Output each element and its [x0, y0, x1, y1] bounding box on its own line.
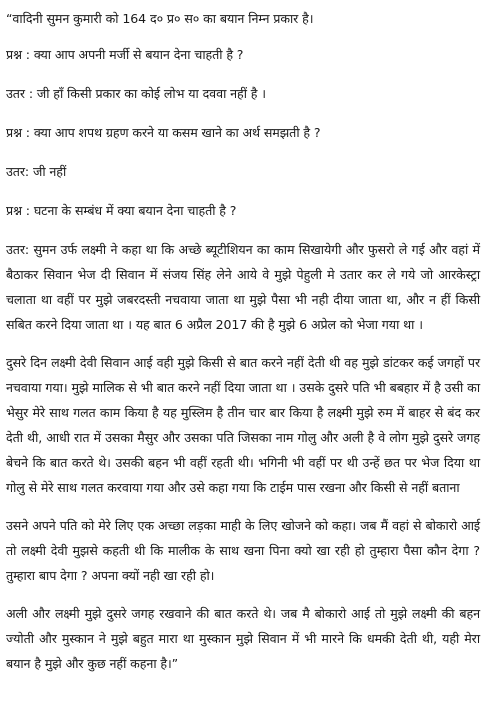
statement-paragraph-4: अली और लक्ष्मी मुझे दुसरे जगह रखवाने की बात करते थे। जब मै बोकारो आई तो मुझे लक्ष्मी की बहन ज्योती और मुस्कान ने मुझे बहुत मारा था मुस्कान मुझे सिवान में भी मारने कि धमकी देती थी, यही मेरा बयान है मुझे और कुछ नहीं कहना है।”	[6, 606, 480, 671]
answer-willingness: उतर : जी हाँ किसी प्रकार का कोई लोभ या दववा नहीं है ।	[6, 86, 266, 101]
question-oath: प्रश्न : क्या आप शपथ ग्रहण करने या कसम खाने का अर्थ समझती है ?	[6, 125, 321, 140]
question-willingness: प्रश्न : क्या आप अपनी मर्जी से बयान देना चाहती है ?	[6, 47, 244, 62]
statement-paragraph-2: दुसरे दिन लक्ष्मी देवी सिवान आई वही मुझे किसी से बात करने नहीं देती थी वह मुझे डांटकर कई जगहों पर नचवाया गया। मुझे मालिक से भी बात करने नहीं दिया जाता था । उसके दुसरे पति भी बबहार में है उसी का भेसुर मेरे साथ गलत काम किया है यह मुस्लिम है तीन चार बार किया है लक्ष्मी मुझे रुम में बाहर से बंद कर देती थी, आधी रात में उसका मैसुर और उसका पति जिसका नाम गोलु और अली है वे लोग मुझे दुसरे जगह बेचने कि बात करते थे। उसकी बहन भी वहीं रहती थी। भगिनी भी वहीं पर थी उन्हें छत पर भेज दिया था गोलु से मेरे साथ गलत करवाया गया और उसे कहा गया कि टाईम पास रखना और किसी से नहीं बताना	[6, 355, 480, 495]
answer-incident-paragraph: उतर: सुमन उर्फ लक्ष्मी ने कहा था कि अच्छे ब्यूटीशियन का काम सिखायेगी और फुसरो ले गई और वहां में बैठाकर सिवान भेज दी सिवान में संजय सिंह लेने आये वे मुझे पेहुली मे उतार कर ले गये जो आरकेस्ट्रा चलाता था वहीं पर मुझे जबरदस्ती नचवाया जाता था मुझे पैसा भी नही दीया जाता था, और न हीं किसी सबित करने दिया जाता था । यह बात 6 अप्रैल 2017 की है मुझे 6 अप्रेल को भेजा गया था ।	[6, 242, 480, 332]
statement-paragraph-3: उसने अपने पति को मेरे लिए एक अच्छा लड़का माही के लिए खोजने को कहा। जब मैं वहां से बोकारो आई तो लक्ष्मी देवी मुझसे कहती थी कि मालीक के साथ खना पिना क्यो खा रही हो तुम्हारा पैसा कौन देगा ? तुम्हारा बाप देगा ? अपना क्यों नही खा रही हो।	[6, 518, 480, 583]
question-incident: प्रश्न : घटना के सम्बंध में क्या बयान देना चाहती है ?	[6, 203, 237, 218]
statement-heading: “वादिनी सुमन कुमारी को 164 द० प्र० स० का बयान निम्न प्रकार है।	[6, 11, 314, 26]
answer-oath: उतर: जी नहीं	[6, 164, 67, 179]
